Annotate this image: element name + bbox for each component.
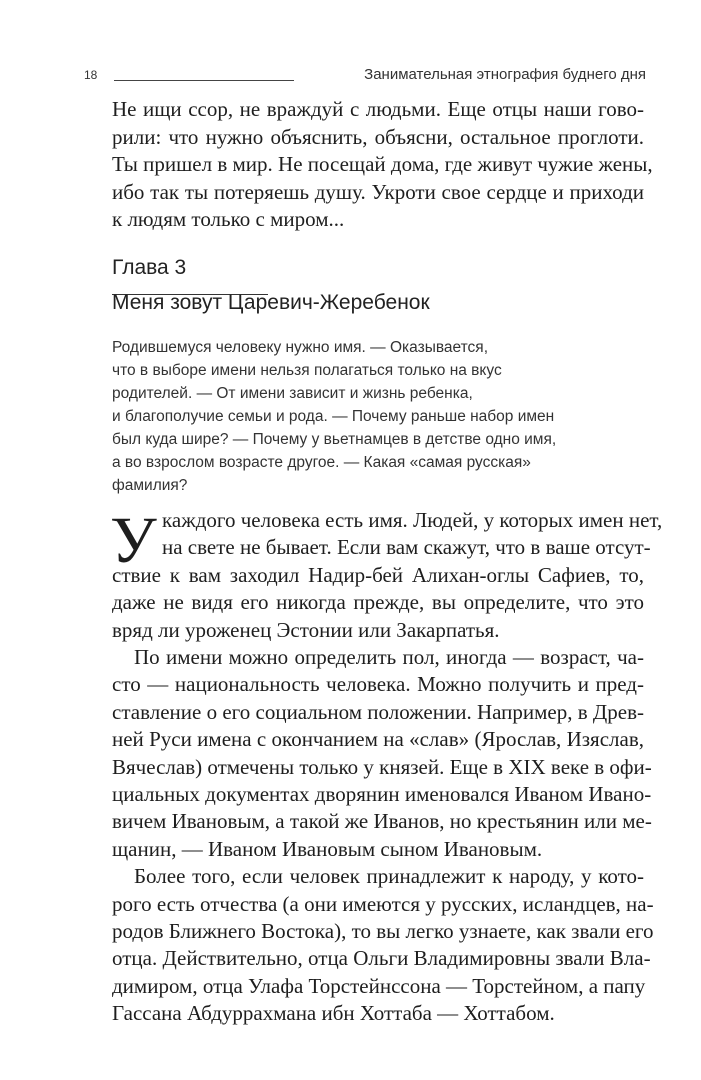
text-line: Ты пришел в мир. Не посещай дома, где живут чужие жены, bbox=[112, 152, 653, 176]
text-line: рого есть отчества (а они имеются у русских, исландцев, на- bbox=[112, 891, 654, 916]
text-line: щанин, — Иваном Ивановым сыном Ивановым. bbox=[112, 836, 543, 861]
text-line: отца. Действительно, отца Ольги Владимировны звали Вла- bbox=[112, 946, 651, 971]
text-line: ибо так ты потеряешь душу. Укроти свое сердце и приходи bbox=[112, 179, 644, 204]
summary-line: и благополучие семьи и рода. — Почему раньше набор имен bbox=[112, 408, 555, 425]
summary-line: был куда шире? — Почему у вьетнамцев в детстве одно имя, bbox=[112, 431, 557, 448]
summary-line: родителей. — От имени зависит и жизнь ребенка, bbox=[112, 385, 473, 402]
text-line: димиром, отца Улафа Торстейнссона — Торстейном, а папу bbox=[112, 973, 646, 998]
text-line: Гассана Абдуррахмана ибн Хоттаба — Хоттабом. bbox=[112, 1001, 555, 1026]
text-line: вряд ли уроженец Эстонии или Закарпатья. bbox=[112, 617, 500, 642]
text-line: рили: что нужно объяснить, объясни, остальное проглоти. bbox=[112, 124, 644, 149]
text-line: каждого человека есть имя. Людей, у которых имен нет, bbox=[162, 508, 663, 532]
text-line: Не ищи ссор, не враждуй с людьми. Еще отцы наши гово- bbox=[112, 97, 644, 121]
chapter-label: Глава 3 bbox=[112, 256, 187, 279]
summary-line: а во взрослом возрасте другое. — Какая «самая русская» bbox=[112, 454, 531, 471]
text-line: ставление о его социальном положении. Например, в Древ- bbox=[112, 699, 644, 724]
text-line: По имени можно определить пол, иногда — возраст, ча- bbox=[134, 645, 644, 669]
summary-line: фамилия? bbox=[112, 477, 188, 494]
running-header bbox=[84, 66, 646, 86]
summary-line: Родившемуся человеку нужно имя. — Оказывается, bbox=[112, 339, 488, 356]
text-line: Более того, если человек принадлежит к народу, у кото- bbox=[134, 864, 644, 889]
summary-line: что в выборе имени нельзя полагаться только на вкус bbox=[112, 362, 502, 379]
text-line: к людям только с миром... bbox=[112, 207, 345, 231]
text-line: родов Ближнего Востока), то вы легко узнаете, как звали его bbox=[112, 919, 654, 943]
text-line: циальных документах дворянин именовался Иваном Ивано- bbox=[112, 782, 652, 806]
text-line: на свете не бывает. Если вам скажут, что в ваше отсут- bbox=[162, 535, 651, 560]
text-line: Вячеслав) отмечены только у князей. Еще в XIX веке в офи- bbox=[112, 754, 652, 779]
running-title: Занимательная этнография буднего дня bbox=[364, 66, 646, 83]
chapter-title: Меня зовут Царевич-Жеребенок bbox=[112, 291, 430, 314]
page-number: 18 bbox=[84, 68, 98, 82]
text-line: вичем Ивановым, а такой же Иванов, но крестьянин или ме- bbox=[112, 809, 652, 834]
text-line: ней Руси имена с окончанием на «слав» (Ярослав, Изяслав, bbox=[112, 727, 644, 752]
text-line: ствие к вам заходил Надир-бей Алихан-оглы Сафиев, то, bbox=[112, 562, 644, 587]
text-line: даже не видя его никогда прежде, вы определите, что это bbox=[112, 590, 644, 615]
header-rule bbox=[114, 80, 294, 81]
drop-cap: У bbox=[110, 504, 157, 577]
text-line: сто — национальность человека. Можно получить и пред- bbox=[112, 672, 644, 697]
